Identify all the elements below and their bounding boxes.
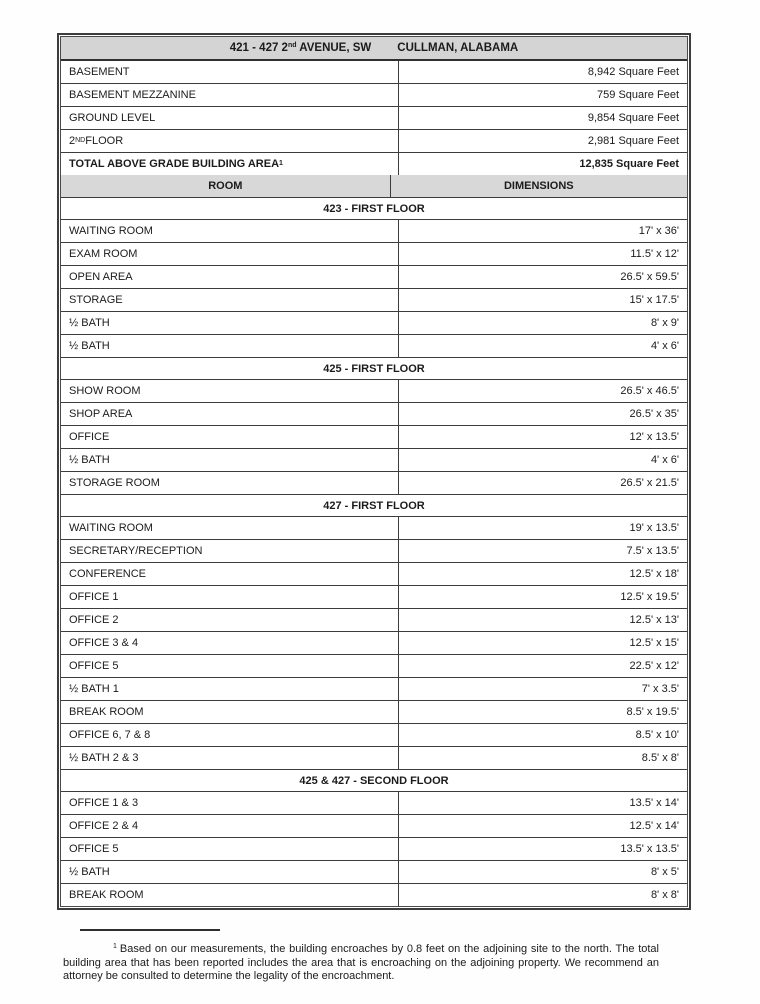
room-cell — [61, 678, 399, 700]
room-name: OFFICE 1 & 3 — [69, 797, 139, 809]
dimensions-value: 8.5' x 8' — [641, 752, 679, 764]
table-row — [61, 724, 687, 747]
table-row — [61, 884, 687, 906]
room-cell — [61, 792, 399, 814]
dimensions-cell — [399, 838, 687, 860]
dimensions-value: 7.5' x 13.5' — [626, 545, 679, 557]
room-cell — [61, 884, 399, 906]
room-cell — [61, 220, 399, 242]
area-cell — [399, 153, 687, 175]
table-row — [61, 312, 687, 335]
room-name: OFFICE 1 — [69, 591, 119, 603]
title-superscript: nd — [287, 42, 297, 49]
room-cell — [61, 61, 399, 83]
table-row — [61, 289, 687, 312]
table-row — [61, 678, 687, 701]
table-row — [61, 655, 687, 678]
room-cell — [61, 563, 399, 585]
room-cell — [61, 472, 399, 494]
dimensions-value: 12.5' x 13' — [629, 614, 679, 626]
row-label: BASEMENT — [69, 66, 130, 78]
table-row — [61, 632, 687, 655]
row-label: BASEMENT MEZZANINE — [69, 89, 196, 101]
row-label: TOTAL ABOVE GRADE BUILDING AREA — [69, 158, 280, 170]
table-row — [61, 792, 687, 815]
dimensions-value: 26.5' x 35' — [629, 408, 679, 420]
room-cell — [61, 243, 399, 265]
dimensions-value: 26.5' x 46.5' — [620, 385, 679, 397]
row-label: FLOOR — [85, 135, 124, 147]
dimensions-value: 8.5' x 10' — [635, 729, 679, 741]
table-row — [61, 426, 687, 449]
table-title-row — [61, 37, 687, 61]
row-label: GROUND LEVEL — [69, 112, 156, 124]
room-name: BREAK ROOM — [69, 889, 144, 901]
dimensions-cell — [399, 609, 687, 631]
table-row — [61, 815, 687, 838]
area-value: 2,981 Square Feet — [587, 135, 679, 147]
dimensions-cell — [399, 678, 687, 700]
room-cell — [61, 747, 399, 769]
area-cell — [399, 130, 687, 152]
section-header-row — [61, 198, 687, 220]
table-row — [61, 449, 687, 472]
room-cell — [61, 403, 399, 425]
table-row — [61, 243, 687, 266]
room-name: ½ BATH — [69, 340, 110, 352]
room-name: OPEN AREA — [69, 271, 133, 283]
footnote-separator — [80, 929, 220, 931]
floor-sections — [61, 198, 687, 906]
footnote — [63, 943, 659, 984]
dimensions-value: 15' x 17.5' — [629, 294, 679, 306]
room-cell — [61, 701, 399, 723]
table-row — [61, 861, 687, 884]
room-cell — [61, 335, 399, 357]
area-cell — [399, 61, 687, 83]
room-name: WAITING ROOM — [69, 522, 153, 534]
room-name: OFFICE 2 — [69, 614, 119, 626]
room-cell: TOTAL ABOVE GRADE BUILDING AREA 1 — [61, 153, 399, 175]
dimensions-value: 22.5' x 12' — [629, 660, 679, 672]
dimensions-cell — [399, 335, 687, 357]
room-cell — [61, 632, 399, 654]
area-value: 8,942 Square Feet — [587, 66, 679, 78]
dimensions-cell — [399, 426, 687, 448]
dimensions-cell — [399, 724, 687, 746]
section-header-label: 425 - FIRST FLOOR — [323, 362, 425, 375]
table-title-city: CULLMAN, ALABAMA — [397, 42, 519, 54]
room-name: SHOP AREA — [69, 408, 133, 420]
dimensions-cell — [399, 655, 687, 677]
dimensions-column-header: DIMENSIONS — [503, 180, 574, 192]
dimensions-value: 12.5' x 19.5' — [620, 591, 679, 603]
area-cell — [399, 107, 687, 129]
dimensions-cell — [399, 243, 687, 265]
dimensions-value: 11.5' x 12' — [630, 248, 679, 260]
dimensions-value: 13.5' x 13.5' — [620, 843, 679, 855]
dimensions-value: 4' x 6' — [650, 454, 679, 466]
table-row — [61, 220, 687, 243]
table-row — [61, 472, 687, 495]
room-name: ½ BATH — [69, 454, 110, 466]
dimensions-cell — [399, 747, 687, 769]
room-cell — [61, 266, 399, 288]
dimensions-cell — [399, 472, 687, 494]
room-name: BREAK ROOM — [69, 706, 144, 718]
room-name: ½ BATH 1 — [69, 683, 119, 695]
section-header-label: 423 - FIRST FLOOR — [323, 202, 425, 215]
room-cell — [61, 312, 399, 334]
dimensions-cell — [399, 266, 687, 288]
room-name: STORAGE — [69, 294, 123, 306]
room-column-header: ROOM — [61, 175, 391, 197]
dimensions-cell — [399, 632, 687, 654]
room-name: OFFICE 6, 7 & 8 — [69, 729, 151, 741]
dimensions-cell — [399, 884, 687, 906]
dimensions-value: 17' x 36' — [638, 225, 679, 237]
room-name: ½ BATH — [69, 866, 110, 878]
room-name: WAITING ROOM — [69, 225, 153, 237]
room-cell — [61, 380, 399, 402]
room-name: OFFICE 3 & 4 — [69, 637, 139, 649]
dimensions-value: 8' x 8' — [650, 889, 679, 901]
room-cell — [61, 426, 399, 448]
room-cell: 2 ND FLOOR — [61, 130, 399, 152]
dimensions-value: 7' x 3.5' — [641, 683, 679, 695]
section-header-label: 425 & 427 - SECOND FLOOR — [299, 774, 449, 787]
table-row — [61, 586, 687, 609]
dimensions-value: 19' x 13.5' — [629, 522, 679, 534]
room-name: ½ BATH — [69, 317, 110, 329]
dimensions-value: 8.5' x 19.5' — [626, 706, 679, 718]
table-row — [61, 701, 687, 724]
row-label: 2 — [69, 135, 76, 147]
dimensions-value: 8' x 5' — [650, 866, 679, 878]
summary-rows — [61, 61, 687, 175]
building-area-table — [57, 33, 691, 910]
room-name: OFFICE 2 & 4 — [69, 820, 139, 832]
dimensions-cell — [399, 312, 687, 334]
dimensions-cell — [399, 563, 687, 585]
section-header-row — [61, 770, 687, 792]
dimensions-value: 4' x 6' — [650, 340, 679, 352]
dimensions-cell — [399, 289, 687, 311]
footnote-marker: 1 — [113, 943, 117, 950]
room-name: ½ BATH 2 & 3 — [69, 752, 139, 764]
table-title-address: 421 - 427 2nd AVENUE, SW — [229, 42, 372, 54]
table-row — [61, 540, 687, 563]
room-cell — [61, 724, 399, 746]
room-name: OFFICE — [69, 431, 110, 443]
section-header-label: 427 - FIRST FLOOR — [323, 499, 425, 512]
dimensions-cell — [399, 586, 687, 608]
room-cell — [61, 107, 399, 129]
dimensions-value: 12' x 13.5' — [629, 431, 679, 443]
table-row — [61, 747, 687, 770]
section-header-row — [61, 358, 687, 380]
dimensions-cell — [399, 517, 687, 539]
room-name: STORAGE ROOM — [69, 477, 160, 489]
room-cell — [61, 289, 399, 311]
table-row — [61, 335, 687, 358]
table-row — [61, 130, 687, 153]
room-cell — [61, 540, 399, 562]
room-cell — [61, 815, 399, 837]
dimensions-cell — [399, 403, 687, 425]
dimensions-value: 12.5' x 15' — [629, 637, 679, 649]
dimensions-cell — [399, 815, 687, 837]
dimensions-value: 8' x 9' — [650, 317, 679, 329]
dimensions-cell — [399, 701, 687, 723]
area-value: 12,835 Square Feet — [579, 158, 679, 170]
table-row — [61, 609, 687, 632]
room-cell — [61, 586, 399, 608]
footnote-text: Based on our measurements, the building encroaches by 0.8 feet on the adjoining site to the north. The total building area that has been reported includes the area that is encroaching on the adjoining property. We recommend an attorney be consulted to determine the legality of the encroachment. — [63, 943, 659, 982]
table-row — [61, 838, 687, 861]
table-row — [61, 61, 687, 84]
dimensions-cell — [399, 792, 687, 814]
dimensions-cell — [399, 540, 687, 562]
area-cell — [399, 84, 687, 106]
room-cell — [61, 655, 399, 677]
dimensions-value: 12.5' x 18' — [629, 568, 679, 580]
room-name: EXAM ROOM — [69, 248, 138, 260]
table-row — [61, 107, 687, 130]
room-name: OFFICE 5 — [69, 660, 119, 672]
dimensions-cell — [399, 861, 687, 883]
room-name: SHOW ROOM — [69, 385, 141, 397]
dimensions-value: 26.5' x 21.5' — [620, 477, 679, 489]
table-row — [61, 403, 687, 426]
room-cell — [61, 517, 399, 539]
dimensions-cell — [399, 380, 687, 402]
room-cell — [61, 838, 399, 860]
dimensions-cell — [399, 449, 687, 471]
room-name: OFFICE 5 — [69, 843, 119, 855]
table-body — [60, 36, 688, 907]
table-row — [61, 153, 687, 175]
dimensions-value: 12.5' x 14' — [629, 820, 679, 832]
table-row — [61, 380, 687, 403]
table-row — [61, 517, 687, 540]
dimensions-value: 13.5' x 14' — [629, 797, 679, 809]
dimensions-value: 26.5' x 59.5' — [620, 271, 679, 283]
table-row — [61, 84, 687, 107]
room-name: CONFERENCE — [69, 568, 147, 580]
room-cell — [61, 861, 399, 883]
room-cell — [61, 449, 399, 471]
room-name: SECRETARY/RECEPTION — [69, 545, 203, 557]
area-value: 759 Square Feet — [597, 89, 679, 101]
column-header-row — [61, 175, 687, 198]
room-cell — [61, 609, 399, 631]
table-row — [61, 563, 687, 586]
area-value: 9,854 Square Feet — [587, 112, 679, 124]
table-row — [61, 266, 687, 289]
room-cell — [61, 84, 399, 106]
section-header-row — [61, 495, 687, 517]
dimensions-cell — [399, 220, 687, 242]
